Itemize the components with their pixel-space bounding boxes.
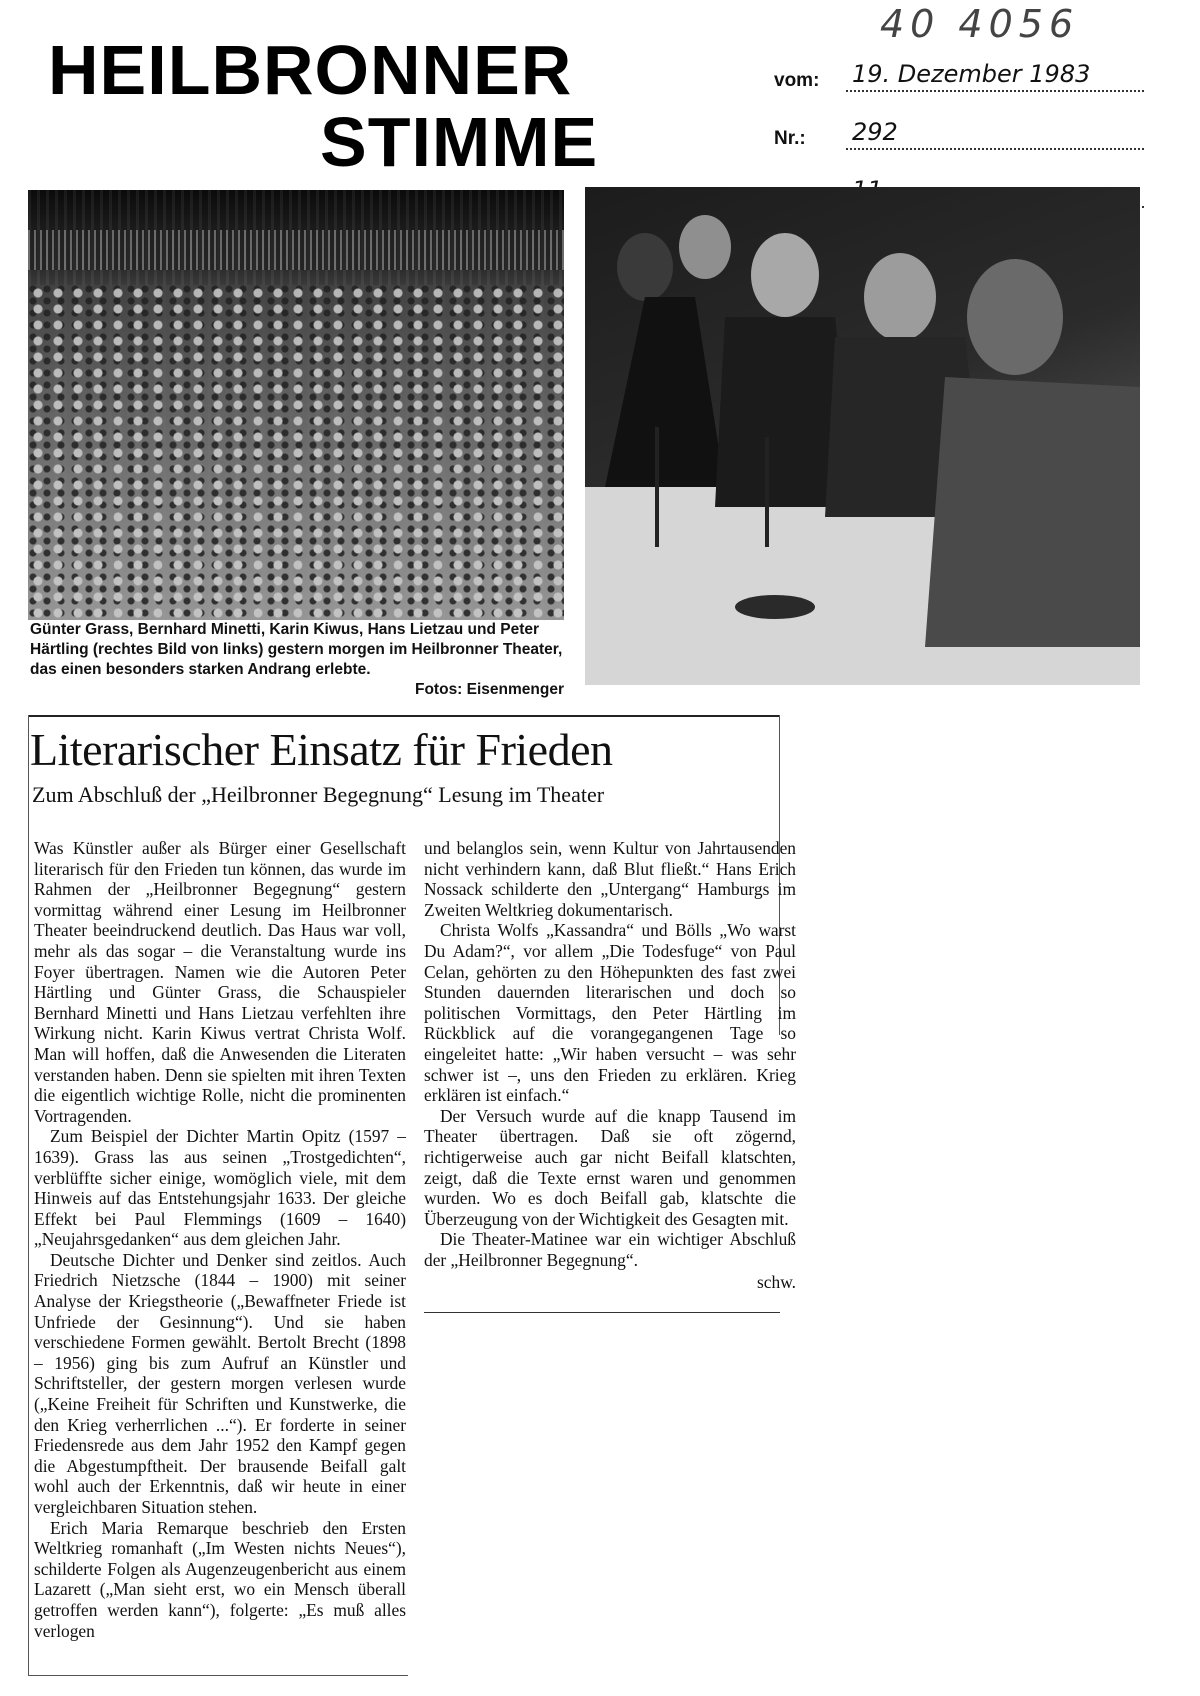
article-paragraph: und belanglos sein, wenn Kultur von Jahrtausenden nicht verhindern kann, daß Blut fließt.“ Hans Erich Nossack schilderte den „Untergang“ Hamburgs im Zweiten Weltkrieg dokumentarisch. [424,838,796,920]
speakers-photo [585,187,1140,685]
photo-credit: Fotos: Eisenmenger [415,681,564,698]
article-column-2 [424,838,796,1293]
article-paragraph: Erich Maria Remarque beschrieb den Ersten Weltkrieg romanhaft („Im Westen nichts Neues“), schilderte Folgen als Augenzeugenbericht aus einem Lazarett („Man sieht erst, wo ein Mensch überall getroffen werden kann“), folgerte: „Es muß alles verlogen [34,1517,406,1641]
audience-photo-crowd [28,285,564,620]
article-paragraph: Der Versuch wurde auf die knapp Tausend im Theater übertragen. Daß sie oft zögernd, richtigerweise auch gar nicht Beifall klatschten, zeigt, daß die Texte ernst waren und genommen wurden. Wo es doch Beifall gab, klatschte die Überzeugung von der Wichtigkeit des Gesagten mit. [424,1105,796,1229]
audience-photo [28,190,564,620]
photo-caption [30,620,564,700]
article-paragraph: Was Künstler außer als Bürger einer Gesellschaft literarisch für den Frieden tun können, das wurde im Rahmen der „Heilbronner Begegnung“ gestern vormittag während einer Lesung im Heilbronner Theater beeindruckend deutlich. Das Haus war voll, mehr als das sogar – die Veranstaltung wurde ins Foyer übertragen. Namen wie die Autoren Peter Härtling und Günter Grass, die Schauspieler Bernhard Minetti und Hans Lietzau verfehlten ihre Wirkung nicht. Karin Kiwus vertrat Christa Wolf. Man will hoffen, daß die Anwesenden die Literaten verstanden haben. Denn sie spielten mit ihren Texten die eigentlich wichtige Rolle, nicht die prominenten Vortragenden. [34,838,406,1126]
article-bottom-rule [28,1675,408,1676]
article-headline: Literarischer Einsatz für Frieden [30,724,613,775]
speakers-photo-shapes [585,187,1140,685]
meta-date-label: vom: [774,70,820,91]
author-signature: schw. [757,1272,796,1293]
article-paragraph: Zum Beispiel der Dichter Martin Opitz (1597 – 1639). Grass las aus seinen „Trostgedichten“, verblüffte sicher einige, womöglich viele, mit dem Hinweis auf das Entstehungsjahr 1633. Der gleiche Effekt bei Paul Flemmings (1609 – 1640) „Neujahrsgedanken“ aus dem gleichen Jahr. [34,1126,406,1250]
article-subheadline: Zum Abschluß der „Heilbronner Begegnung“ Lesung im Theater [32,782,605,807]
article-paragraph: Christa Wolfs „Kassandra“ und Bölls „Wo warst Du Adam?“, vor allem „Die Todesfuge“ von Paul Celan, gehörten zu den Höhepunkten des fast zwei Stunden dauernden literarischen und doch so politischen Vormittags, den Peter Härtling im Rückblick auf die vorangegangenen Tage so eingeleitet hatte: „Wir haben versucht – was sehr schwer ist –, uns den Frieden zu erklären. Krieg erklären ist einfach.“ [424,920,796,1106]
meta-date-value: 19. Dezember 1983 [846,60,1144,92]
article-paragraph: Die Theater-Matinee war ein wichtiger Abschluß der „Heilbronner Begegnung“. [424,1229,796,1270]
article-top-rule [28,715,780,717]
meta-date-row [774,54,1144,92]
article-column-1 [34,838,406,1641]
article-end-rule [424,1312,780,1313]
meta-number-value: 292 [846,118,1144,150]
newspaper-masthead [48,31,648,181]
masthead-line-2: STIMME [320,103,599,181]
audience-photo-balcony [28,230,564,270]
photo-caption-text: Günter Grass, Bernhard Minetti, Karin Kiwus, Hans Lietzau und Peter Härtling (rechtes Bild von links) gestern morgen im Heilbronner Theater, das einen besonders starken Andrang erlebte. [30,621,563,678]
article-left-rule [28,715,29,1675]
meta-number-row [774,112,1144,150]
meta-number-label: Nr.: [774,128,806,149]
masthead-line-1: HEILBRONNER [48,31,573,109]
archive-number: 40 4056 [880,2,1080,46]
article-paragraph: Deutsche Dichter und Denker sind zeitlos. Auch Friedrich Nietzsche (1844 – 1900) mit seiner Analyse der Kriegstheorie („Bewaffneter Friede ist Unfriede der Gesinnung“). Und sie haben verschiedene Formen gewählt. Bertolt Brecht (1898 – 1956) ging bis zum Aufruf an Künstler und Schriftsteller, der gestern morgen verlesen wurde („Keine Freiheit für Schriften und Kunstwerke, die den Krieg verherrlichen ...“). Er forderte in seiner Friedensrede aus dem Jahr 1952 den Kampf gegen die Abgestumpftheit. Der brausende Beifall galt wohl auch der Erkenntnis, daß wir heute in einer vergleichbaren Situation stehen. [34,1249,406,1517]
